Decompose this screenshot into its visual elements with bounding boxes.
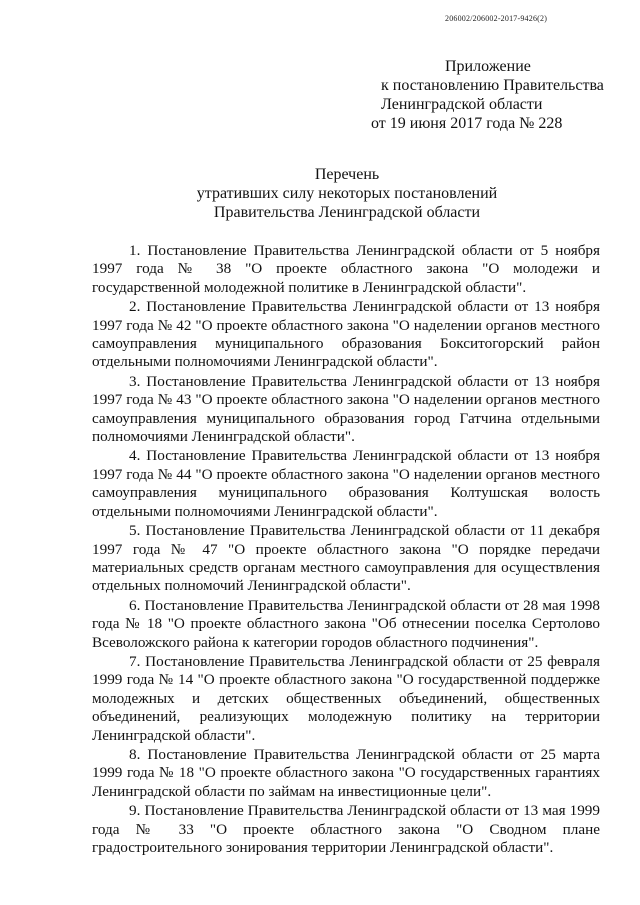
list-item: 2. Постановление Правительства Ленинградской области от 13 ноября 1997 года № 42 "О проекте областного закона "О наделении органов местного самоуправления муниципального образования Бокситогорский район отдельными полномочиями Ленинградской области". (92, 298, 600, 371)
list-item: 1. Постановление Правительства Ленинградской области от 5 ноября 1997 года № 38 "О проекте областного закона "О молодежи и государственной молодежной политике в Ленинградской области". (92, 242, 600, 296)
resolution-list (92, 242, 600, 858)
appendix-date: от 19 июня 2017 года № 228 (371, 115, 563, 132)
appendix-block (365, 57, 615, 133)
list-title-line3: Правительства Ленинградской области (213, 204, 481, 221)
list-item: 7. Постановление Правительства Ленинградской области от 25 февраля 1999 года № 14 "О проекте областного закона "О государственной поддержке молодежных и детских общественных объединений, общественных объединений, реализующих молодежную политику на территории Ленинградской области". (92, 652, 600, 744)
list-item: 9. Постановление Правительства Ленинградской области от 13 мая 1999 года № 33 "О проекте областного закона "О Сводном плане градостроительного зонирования территории Ленинградской области". (92, 802, 600, 856)
appendix-reference: к постановлению Правительства (381, 77, 604, 94)
list-item: 5. Постановление Правительства Ленинградской области от 11 декабря 1997 года № 47 "О проекте областного закона "О порядке передачи материальных средств органам местного самоуправления для осуществления отдельных полномочий Ленинградской области". (92, 522, 600, 595)
list-item: 8. Постановление Правительства Ленинградской области от 25 марта 1999 года № 18 "О проекте областного закона "О государственных гарантиях Ленинградской области по займам на инвестиционные цели". (92, 745, 600, 800)
document-id: 206002/206002-2017-9426(2) (445, 14, 548, 23)
list-title-line2: утративших силу некоторых постановлений (196, 185, 498, 202)
appendix-heading: Приложение (445, 58, 531, 75)
list-item: 4. Постановление Правительства Ленинградской области от 13 ноября 1997 года № 44 "О проекте областного закона "О наделении органов местного самоуправления муниципального образования Колтушская волость отдельными полномочиями Ленинградской области". (92, 447, 600, 520)
list-title (92, 165, 602, 222)
list-item: 3. Постановление Правительства Ленинградской области от 13 ноября 1997 года № 43 "О проекте областного закона "О наделении органов местного самоуправления муниципального образования город Гатчина отдельными полномочиями Ленинградской области". (92, 372, 600, 446)
list-title-line1: Перечень (314, 166, 380, 183)
list-item: 6. Постановление Правительства Ленинградской области от 28 мая 1998 года № 18 "О проекте областного закона "Об отнесении поселка Сертолово Всеволожского района к категории городов областного подчинения". (92, 596, 600, 651)
appendix-region: Ленинградской области (381, 96, 543, 113)
